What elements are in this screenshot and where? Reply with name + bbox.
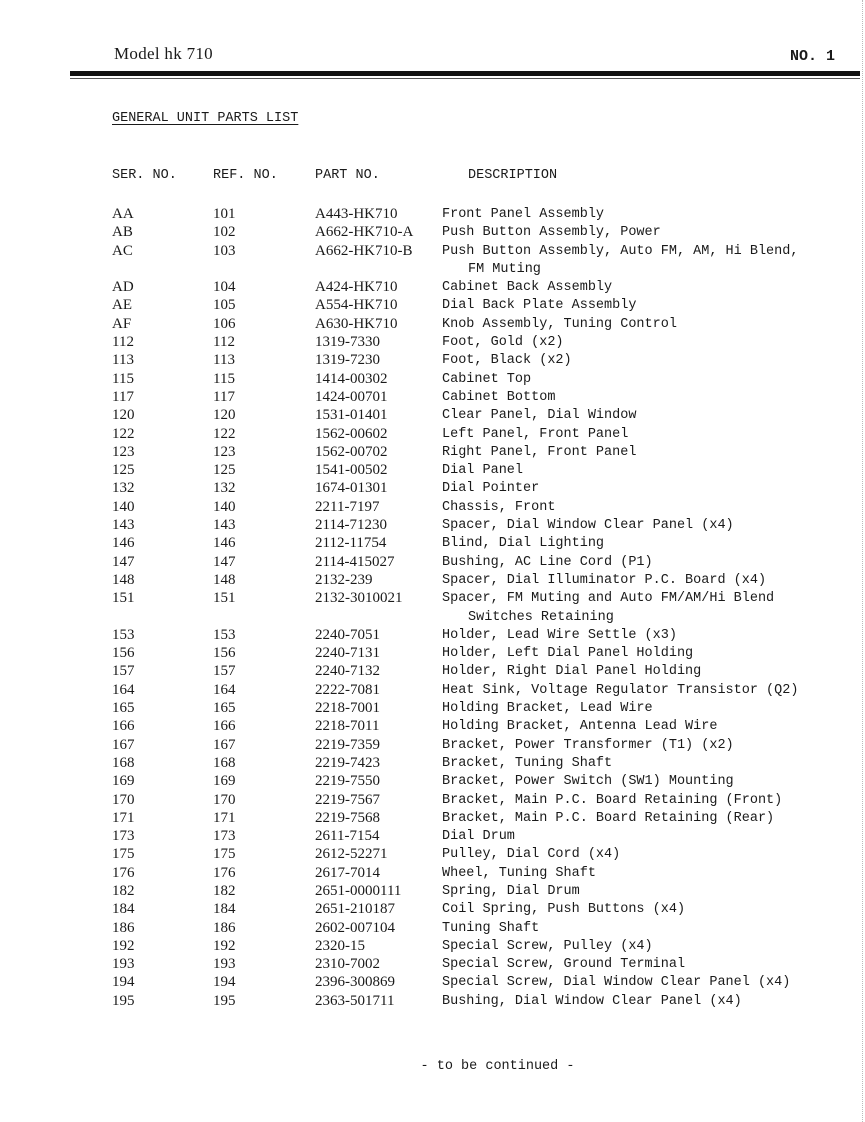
ser-no-cell: 122 (112, 425, 135, 442)
description-cell (442, 206, 834, 224)
description-line: Holder, Left Dial Panel Holding (442, 646, 694, 662)
description-cell (442, 974, 834, 992)
description-line: Bushing, AC Line Cord (P1) (442, 554, 653, 570)
ser-no-cell: 184 (112, 901, 135, 918)
header-rule (70, 71, 860, 76)
description-line: Spring, Dial Drum (442, 883, 580, 899)
ser-no-cell: 125 (112, 462, 135, 479)
description-cell (442, 901, 834, 919)
ref-no-cell: 103 (213, 242, 236, 259)
ref-no-cell: 105 (213, 297, 236, 314)
table-row (112, 663, 832, 681)
part-no-cell: 2396-300869 (315, 974, 395, 991)
table-row (112, 956, 832, 974)
section-title: GENERAL UNIT PARTS LIST (112, 111, 299, 126)
part-no-cell: 1562-00702 (315, 443, 388, 460)
part-no-cell: 2240-7051 (315, 626, 380, 643)
description-cell (442, 316, 834, 334)
description-line: Push Button Assembly, Auto FM, AM, Hi Blend, (442, 243, 799, 259)
table-row (112, 371, 832, 389)
description-line: Left Panel, Front Panel (442, 426, 629, 442)
description-line: Clear Panel, Dial Window (442, 408, 637, 424)
table-row (112, 792, 832, 810)
table-row (112, 737, 832, 755)
description-line: Holder, Right Dial Panel Holding (442, 664, 702, 680)
part-no-cell: 2219-7550 (315, 773, 380, 790)
part-no-cell: A630-HK710 (315, 315, 398, 332)
description-line: Bushing, Dial Window Clear Panel (x4) (442, 993, 742, 1009)
header-rule-thin (70, 78, 860, 79)
part-no-cell: 2363-501711 (315, 992, 395, 1009)
description-line: Holding Bracket, Lead Wire (442, 701, 653, 717)
ref-no-cell: 132 (213, 480, 236, 497)
description-cell (442, 535, 834, 553)
ser-no-cell: AF (112, 315, 132, 332)
ser-no-cell: 115 (112, 370, 134, 387)
description-line: Heat Sink, Voltage Regulator Transistor (Q2) (442, 682, 799, 698)
part-no-cell: 2651-0000111 (315, 882, 402, 899)
table-row (112, 920, 832, 938)
part-no-cell: 2240-7132 (315, 663, 380, 680)
table-row (112, 297, 832, 315)
part-no-cell: 1319-7230 (315, 352, 380, 369)
table-row (112, 645, 832, 663)
description-line: Bracket, Tuning Shaft (442, 755, 613, 771)
description-cell (442, 572, 834, 590)
description-line: Dial Pointer (442, 481, 540, 497)
table-row (112, 974, 832, 992)
part-no-cell: 2310-7002 (315, 956, 380, 973)
description-line: Spacer, Dial Window Clear Panel (x4) (442, 518, 734, 534)
part-no-cell: 2612-52271 (315, 846, 388, 863)
ser-no-cell: 151 (112, 590, 135, 607)
description-line: Holding Bracket, Antenna Lead Wire (442, 719, 718, 735)
description-line: Dial Panel (442, 463, 524, 479)
ref-no-cell: 106 (213, 315, 236, 332)
table-row (112, 554, 832, 572)
description-line: Cabinet Bottom (442, 389, 556, 405)
description-line: Front Panel Assembly (442, 207, 605, 222)
ref-no-cell: 165 (213, 700, 236, 717)
ref-no-cell: 101 (213, 206, 236, 222)
description-line: Chassis, Front (442, 499, 556, 515)
parts-table (112, 168, 832, 1009)
ser-no-cell: 167 (112, 736, 135, 753)
part-no-cell: 1424-00701 (315, 388, 388, 405)
ser-no-cell: 192 (112, 937, 135, 954)
table-row (112, 993, 832, 1011)
table-row (112, 535, 832, 553)
table-row (112, 517, 832, 535)
description-cell (442, 590, 834, 627)
description-line: Foot, Black (x2) (442, 353, 572, 369)
part-no-cell: 1319-7330 (315, 334, 380, 351)
ref-no-cell: 173 (213, 828, 236, 845)
table-header (112, 168, 832, 188)
description-line: Special Screw, Dial Window Clear Panel (x4) (442, 975, 791, 991)
ref-no-cell: 195 (213, 992, 236, 1009)
description-line: Bracket, Main P.C. Board Retaining (Front) (442, 792, 783, 808)
table-row (112, 590, 832, 627)
table-row (112, 407, 832, 425)
table-row (112, 462, 832, 480)
ser-no-cell: 132 (112, 480, 135, 497)
ref-no-cell: 102 (213, 224, 236, 241)
table-row (112, 224, 832, 242)
description-line: Special Screw, Pulley (x4) (442, 938, 653, 954)
col-header-part-no: PART NO. (315, 168, 380, 183)
ser-no-cell: AC (112, 242, 133, 259)
ref-no-cell: 140 (213, 498, 236, 515)
ref-no-cell: 166 (213, 718, 236, 735)
description-cell (442, 480, 834, 498)
description-cell (442, 554, 834, 572)
ser-no-cell: 173 (112, 828, 135, 845)
description-cell (442, 682, 834, 700)
ref-no-cell: 194 (213, 974, 236, 991)
description-line: Bracket, Power Switch (SW1) Mounting (442, 774, 734, 790)
ref-no-cell: 171 (213, 809, 236, 826)
description-cell (442, 846, 834, 864)
part-no-cell: 1541-00502 (315, 462, 388, 479)
ser-no-cell: 194 (112, 974, 135, 991)
part-no-cell: 2602-007104 (315, 919, 395, 936)
ref-no-cell: 164 (213, 681, 236, 698)
table-row (112, 865, 832, 883)
table-row (112, 572, 832, 590)
part-no-cell: 2114-71230 (315, 517, 387, 534)
part-no-cell: 1674-01301 (315, 480, 388, 497)
description-cell (442, 407, 834, 425)
ser-no-cell: AE (112, 297, 132, 314)
ref-no-cell: 186 (213, 919, 236, 936)
description-cell (442, 297, 834, 315)
description-cell (442, 334, 834, 352)
ref-no-cell: 156 (213, 645, 236, 662)
part-no-cell: 2651-210187 (315, 901, 395, 918)
table-row (112, 389, 832, 407)
part-no-cell: 2222-7081 (315, 681, 380, 698)
ser-no-cell: 176 (112, 864, 135, 881)
description-cell (442, 993, 834, 1011)
col-header-ser-no: SER. NO. (112, 168, 177, 183)
description-line: Bracket, Main P.C. Board Retaining (Rear) (442, 810, 775, 826)
model-title: Model hk 710 (114, 44, 213, 63)
table-row (112, 499, 832, 517)
part-no-cell: 2219-7423 (315, 754, 380, 771)
ser-no-cell: 165 (112, 700, 135, 717)
ref-no-cell: 193 (213, 956, 236, 973)
part-no-cell: 2611-7154 (315, 828, 380, 845)
table-row (112, 279, 832, 297)
part-no-cell: 2218-7011 (315, 718, 380, 735)
table-row (112, 883, 832, 901)
table-row (112, 243, 832, 280)
description-cell (442, 517, 834, 535)
ser-no-cell: 140 (112, 498, 135, 515)
ser-no-cell: 186 (112, 919, 135, 936)
table-row (112, 938, 832, 956)
part-no-cell: A554-HK710 (315, 297, 398, 314)
description-line: Spacer, Dial Illuminator P.C. Board (x4) (442, 572, 767, 588)
description-line: Push Button Assembly, Power (442, 225, 661, 241)
description-cell (442, 371, 834, 389)
ref-no-cell: 125 (213, 462, 236, 479)
ref-no-cell: 168 (213, 754, 236, 771)
description-line: Bracket, Power Transformer (T1) (x2) (442, 737, 734, 753)
table-row (112, 426, 832, 444)
part-no-cell: 2320-15 (315, 937, 365, 954)
table-row (112, 846, 832, 864)
table-row (112, 718, 832, 736)
ref-no-cell: 122 (213, 425, 236, 442)
table-row (112, 682, 832, 700)
ser-no-cell: 168 (112, 754, 135, 771)
description-cell (442, 224, 834, 242)
page-number: NO. 1 (789, 48, 835, 65)
part-no-cell: 1414-00302 (315, 370, 388, 387)
description-line: Spacer, FM Muting and Auto FM/AM/Hi Blend (442, 591, 775, 607)
part-no-cell: 2114-415027 (315, 553, 395, 570)
part-no-cell: 2219-7567 (315, 791, 380, 808)
ref-no-cell: 104 (213, 279, 236, 296)
ser-no-cell: 157 (112, 663, 135, 680)
ser-no-cell: 153 (112, 626, 135, 643)
description-line: Dial Back Plate Assembly (442, 298, 637, 314)
table-row (112, 206, 832, 224)
col-header-ref-no: REF. NO. (213, 168, 278, 183)
ser-no-cell: 112 (112, 334, 134, 351)
description-line: Cabinet Back Assembly (442, 280, 613, 296)
ref-no-cell: 157 (213, 663, 236, 680)
table-row (112, 810, 832, 828)
part-no-cell: 2132-3010021 (315, 590, 403, 607)
description-cell (442, 883, 834, 901)
description-cell (442, 426, 834, 444)
ref-no-cell: 176 (213, 864, 236, 881)
description-cell (442, 444, 834, 462)
part-no-cell: 2219-7568 (315, 809, 380, 826)
table-row (112, 828, 832, 846)
table-row (112, 352, 832, 370)
ref-no-cell: 143 (213, 517, 236, 534)
description-line: Cabinet Top (442, 371, 532, 387)
ref-no-cell: 120 (213, 407, 236, 424)
description-line: Foot, Gold (x2) (442, 335, 564, 351)
ref-no-cell: 148 (213, 571, 236, 588)
part-no-cell: 2211-7197 (315, 498, 380, 515)
description-cell (442, 956, 834, 974)
scan-edge (861, 0, 863, 1122)
ref-no-cell: 123 (213, 443, 236, 460)
table-row (112, 316, 832, 334)
ser-no-cell: 175 (112, 846, 135, 863)
description-cell (442, 718, 834, 736)
description-line: Tuning Shaft (442, 920, 540, 936)
ref-no-cell: 151 (213, 590, 236, 607)
description-cell (442, 462, 834, 480)
description-continuation: Switches Retaining (468, 609, 614, 625)
ref-no-cell: 153 (213, 626, 236, 643)
description-line: Blind, Dial Lighting (442, 536, 605, 552)
description-line: Special Screw, Ground Terminal (442, 957, 686, 973)
description-line: Wheel, Tuning Shaft (442, 865, 596, 881)
description-line: Knob Assembly, Tuning Control (442, 316, 677, 332)
ref-no-cell: 115 (213, 370, 235, 387)
continued-note: - to be continued - (420, 1059, 575, 1074)
table-row (112, 755, 832, 773)
ser-no-cell: 123 (112, 443, 135, 460)
ser-no-cell: 169 (112, 773, 135, 790)
description-cell (442, 773, 834, 791)
ser-no-cell: 156 (112, 645, 135, 662)
description-cell (442, 627, 834, 645)
part-no-cell: 2219-7359 (315, 736, 380, 753)
table-row (112, 444, 832, 462)
ref-no-cell: 182 (213, 882, 236, 899)
description-line: Coil Spring, Push Buttons (x4) (442, 902, 686, 918)
ser-no-cell: AB (112, 224, 133, 241)
ref-no-cell: 146 (213, 535, 236, 552)
ser-no-cell: 195 (112, 992, 135, 1009)
table-row (112, 334, 832, 352)
col-header-description: DESCRIPTION (468, 168, 558, 183)
part-no-cell: 2240-7131 (315, 645, 380, 662)
ref-no-cell: 184 (213, 901, 236, 918)
part-no-cell: A662-HK710-B (315, 242, 413, 259)
description-cell (442, 645, 834, 663)
part-no-cell: 2112-11754 (315, 535, 387, 552)
ser-no-cell: 148 (112, 571, 135, 588)
description-cell (442, 663, 834, 681)
ref-no-cell: 113 (213, 352, 235, 369)
description-cell (442, 920, 834, 938)
part-no-cell: 2132-239 (315, 571, 373, 588)
description-cell (442, 792, 834, 810)
ser-no-cell: 193 (112, 956, 135, 973)
description-line: Right Panel, Front Panel (442, 444, 637, 460)
ser-no-cell: 164 (112, 681, 135, 698)
ser-no-cell: 182 (112, 882, 135, 899)
description-line: Pulley, Dial Cord (x4) (442, 847, 621, 863)
description-cell (442, 279, 834, 297)
description-cell (442, 352, 834, 370)
part-no-cell: 1531-01401 (315, 407, 388, 424)
ser-no-cell: 113 (112, 352, 134, 369)
description-cell (442, 810, 834, 828)
ser-no-cell: 166 (112, 718, 135, 735)
table-body (112, 206, 832, 1011)
description-cell (442, 389, 834, 407)
description-cell (442, 737, 834, 755)
table-row (112, 480, 832, 498)
ref-no-cell: 147 (213, 553, 236, 570)
part-no-cell: A662-HK710-A (315, 224, 414, 241)
ref-no-cell: 169 (213, 773, 236, 790)
description-line: Dial Drum (442, 829, 515, 845)
part-no-cell: 2218-7001 (315, 700, 380, 717)
ser-no-cell: 146 (112, 535, 135, 552)
ref-no-cell: 112 (213, 334, 235, 351)
part-no-cell: 1562-00602 (315, 425, 388, 442)
ser-no-cell: 170 (112, 791, 135, 808)
description-cell (442, 828, 834, 846)
description-cell (442, 755, 834, 773)
ref-no-cell: 170 (213, 791, 236, 808)
table-row (112, 773, 832, 791)
ref-no-cell: 175 (213, 846, 236, 863)
ser-no-cell: 143 (112, 517, 135, 534)
description-cell (442, 865, 834, 883)
part-no-cell: 2617-7014 (315, 864, 380, 881)
ref-no-cell: 117 (213, 388, 235, 405)
description-continuation: FM Muting (468, 261, 541, 277)
description-cell (442, 938, 834, 956)
ref-no-cell: 167 (213, 736, 236, 753)
description-cell (442, 243, 834, 280)
description-cell (442, 700, 834, 718)
ref-no-cell: 192 (213, 937, 236, 954)
table-row (112, 901, 832, 919)
description-cell (442, 499, 834, 517)
part-no-cell: A443-HK710 (315, 206, 398, 222)
ser-no-cell: AD (112, 279, 134, 296)
ser-no-cell: AA (112, 206, 134, 222)
description-line: Holder, Lead Wire Settle (x3) (442, 627, 677, 643)
ser-no-cell: 120 (112, 407, 135, 424)
table-row (112, 700, 832, 718)
part-no-cell: A424-HK710 (315, 279, 398, 296)
ser-no-cell: 171 (112, 809, 135, 826)
ser-no-cell: 117 (112, 388, 134, 405)
ser-no-cell: 147 (112, 553, 135, 570)
table-row (112, 627, 832, 645)
